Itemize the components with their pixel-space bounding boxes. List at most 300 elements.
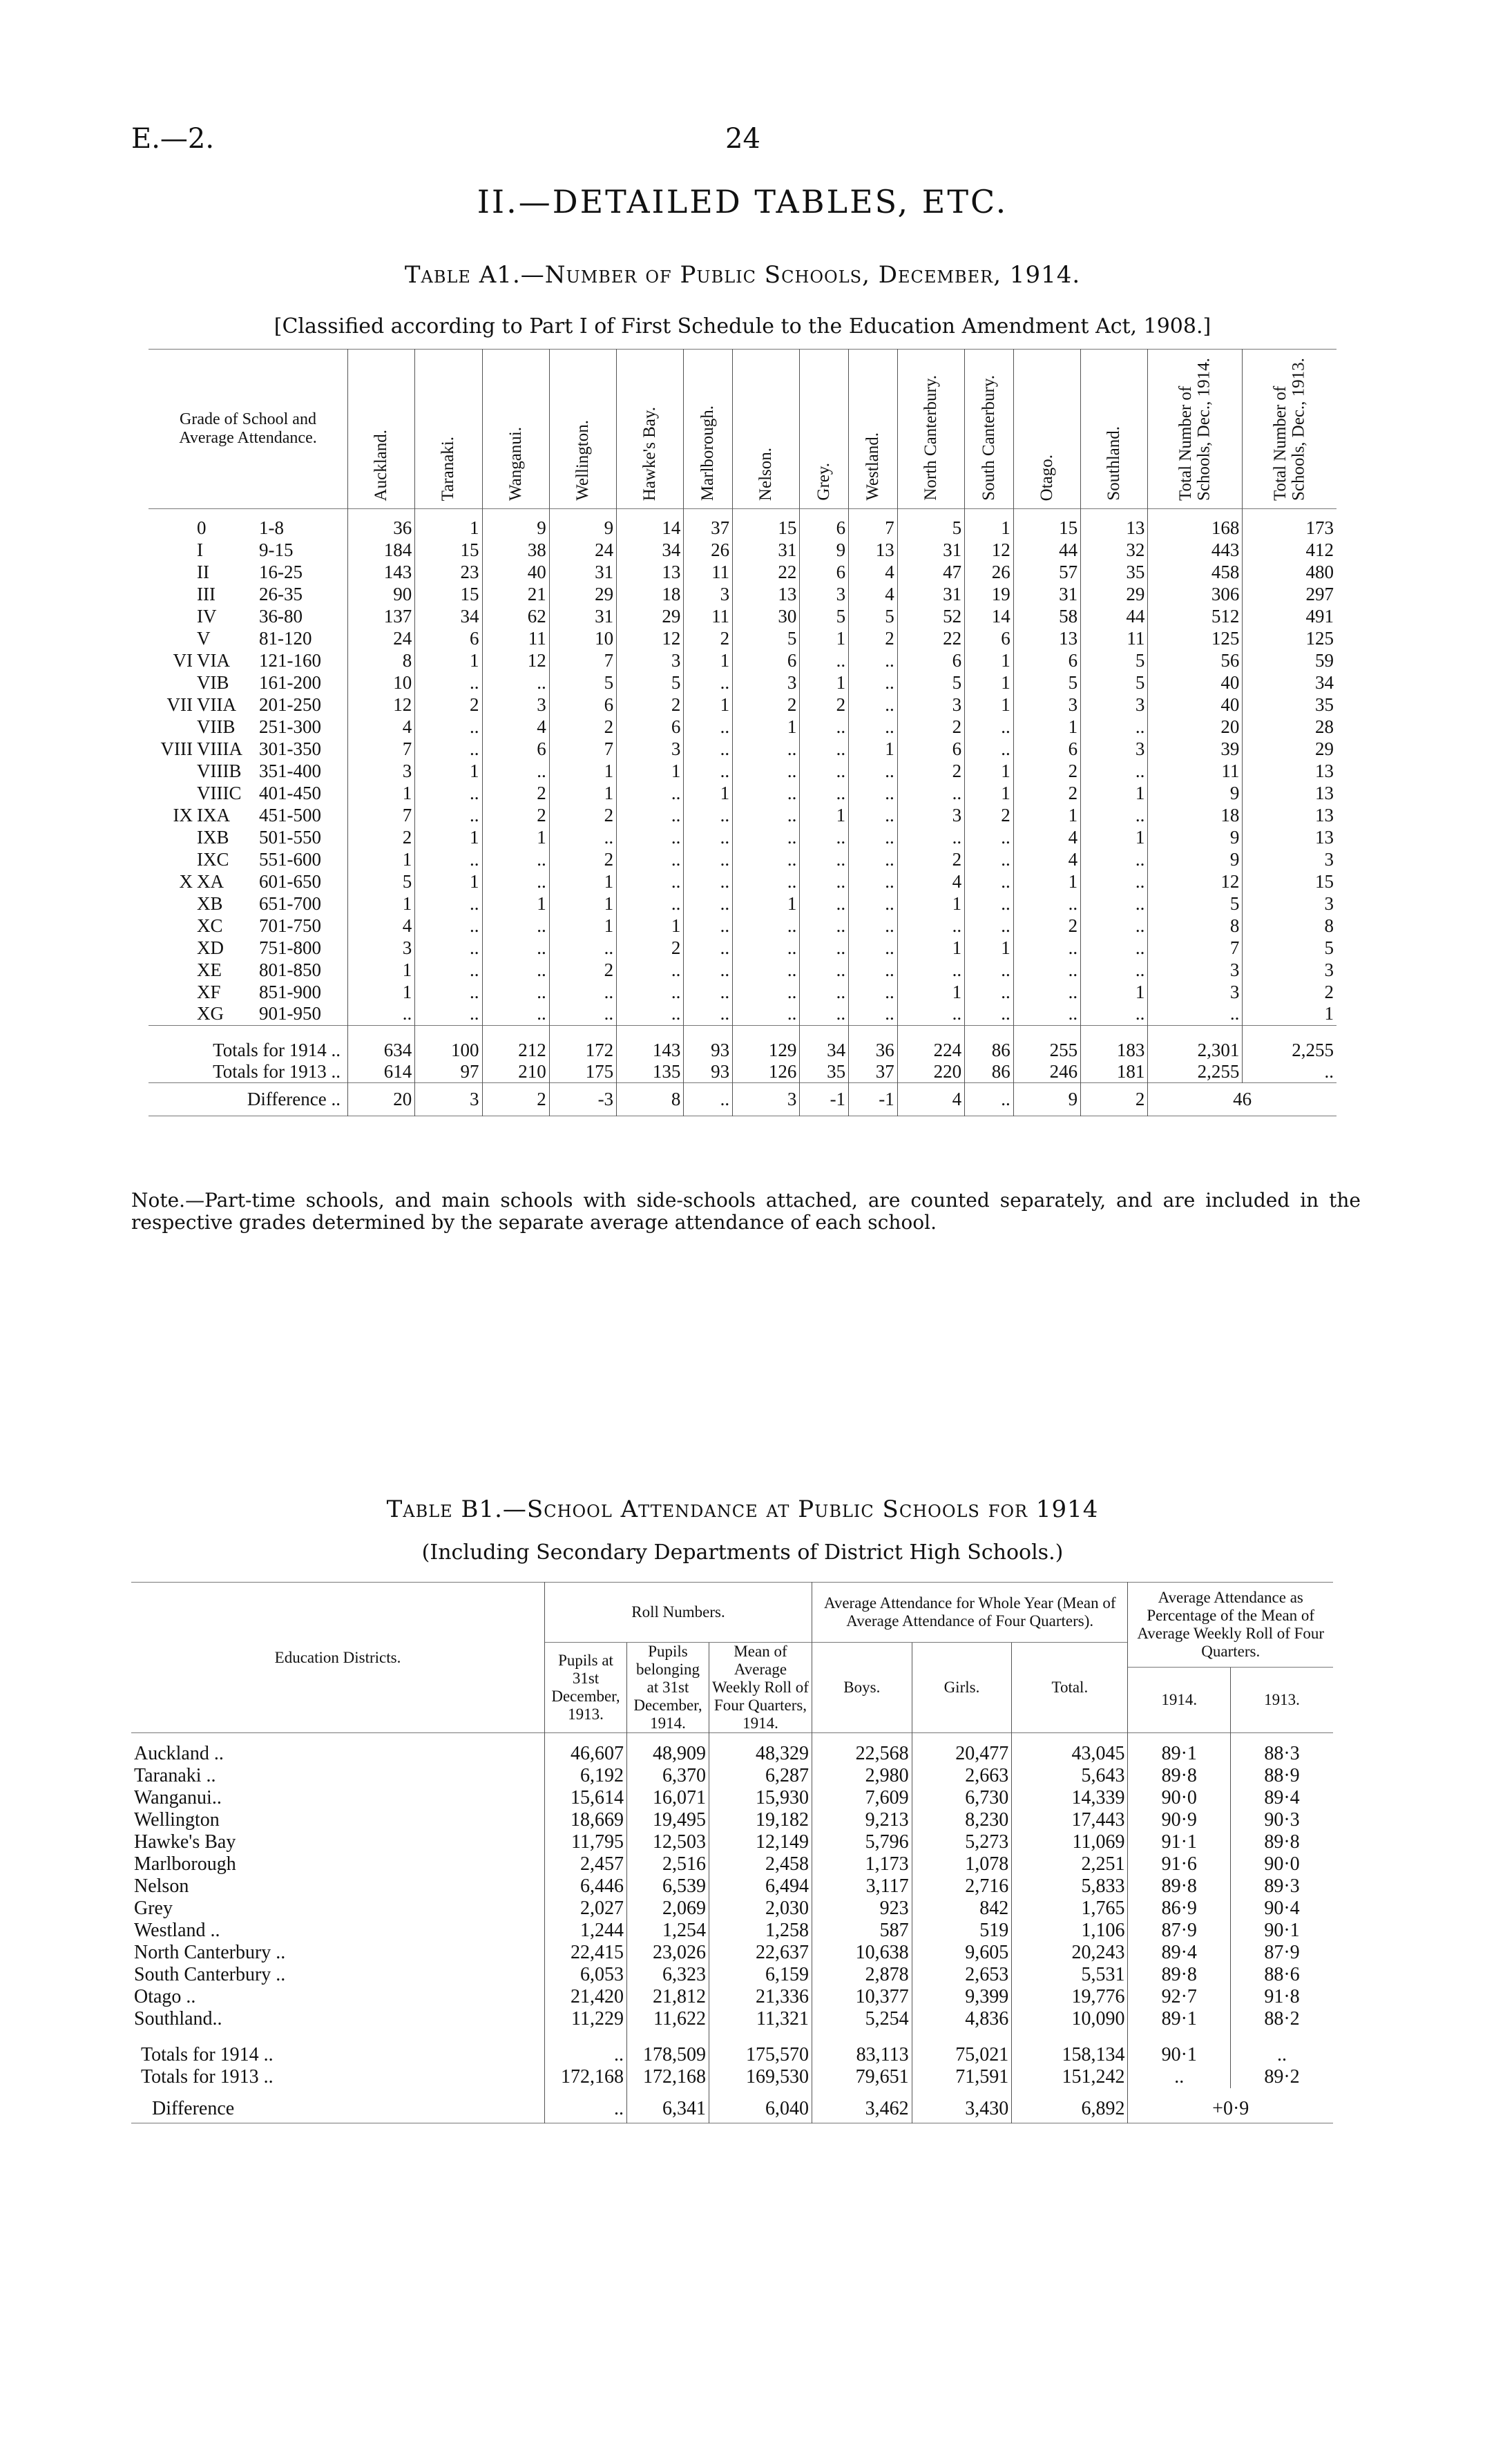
table-cell: 183 xyxy=(1081,1025,1148,1061)
table-cell: 89·2 xyxy=(1231,2066,1333,2088)
table-cell: 6,341 xyxy=(627,2088,709,2123)
table-cell: 6,494 xyxy=(709,1875,812,1898)
table-cell: 6,370 xyxy=(627,1765,709,1787)
table-cell: 1 xyxy=(549,760,616,782)
column-header-label: Total Number of Schools, Dec., 1913. xyxy=(1270,358,1308,501)
table-cell: 32 xyxy=(1081,539,1148,561)
table-cell: 172,168 xyxy=(545,2066,627,2088)
table-cell: 842 xyxy=(912,1898,1012,1920)
table-a-note: Note.—Part-time schools, and main schools with side-schools attached, are counted separately, and are included in the respective grades determined by the separate average attendance of each school. xyxy=(131,1189,1361,1234)
table-cell: 59 xyxy=(1243,649,1336,671)
table-cell: 3 xyxy=(733,1083,800,1116)
table-row xyxy=(148,627,1336,649)
table-cell: 246 xyxy=(1013,1061,1080,1083)
total-header: Total. xyxy=(1012,1643,1128,1733)
attendance-range: 16-25 xyxy=(259,561,303,582)
grade-code: XD xyxy=(197,937,224,958)
table-cell: .. xyxy=(415,804,482,826)
table-cell: 13 xyxy=(1243,804,1336,826)
column-header-label: Wellington. xyxy=(573,420,592,501)
table-cell: .. xyxy=(849,826,898,848)
table-cell: 44 xyxy=(1013,539,1080,561)
table-row xyxy=(148,870,1336,892)
table-cell: .. xyxy=(684,716,733,738)
table-cell: 44 xyxy=(1081,605,1148,627)
district-name: South Canterbury .. xyxy=(134,1964,286,1985)
table-cell: 6,892 xyxy=(1012,2088,1128,2123)
table-cell: .. xyxy=(482,981,549,1003)
table-cell: 143 xyxy=(348,561,415,583)
column-header-label: Taranaki. xyxy=(439,436,458,501)
table-cell: .. xyxy=(849,760,898,782)
table-cell: 12 xyxy=(348,694,415,716)
table-cell: 1 xyxy=(415,649,482,671)
grade-code: VIA xyxy=(197,649,230,671)
table-cell: 2 xyxy=(1013,782,1080,804)
table-cell: .. xyxy=(733,760,800,782)
table-cell: 1 xyxy=(965,671,1014,694)
main-title: II.—DETAILED TABLES, ETC. xyxy=(477,183,1008,220)
table-cell: .. xyxy=(733,1003,800,1025)
table-cell: 3 xyxy=(1243,959,1336,981)
table-cell: 125 xyxy=(1148,627,1243,649)
column-header xyxy=(849,350,898,509)
table-cell: 20,477 xyxy=(912,1733,1012,1766)
table-cell: .. xyxy=(1081,937,1148,959)
table-cell: 14,339 xyxy=(1012,1787,1128,1809)
table-cell: .. xyxy=(849,937,898,959)
table-row xyxy=(131,1853,1333,1875)
grade-code: V xyxy=(197,627,211,649)
column-header-label: Auckland. xyxy=(372,429,390,501)
table-cell: 31 xyxy=(897,583,964,605)
table-cell: .. xyxy=(617,826,684,848)
table-cell: 297 xyxy=(1243,583,1336,605)
table-cell: 2,027 xyxy=(545,1898,627,1920)
table-cell: 5 xyxy=(897,509,964,539)
table-cell: 15 xyxy=(415,583,482,605)
table-cell: 18 xyxy=(617,583,684,605)
table-cell: 9,399 xyxy=(912,1986,1012,2008)
year-1913-header: 1913. xyxy=(1231,1668,1333,1733)
table-cell: 126 xyxy=(733,1061,800,1083)
column-header xyxy=(415,350,482,509)
table-cell: 1 xyxy=(617,915,684,937)
table-cell: 90·1 xyxy=(1128,2030,1231,2066)
table-cell: 34 xyxy=(800,1025,849,1061)
column-header xyxy=(617,350,684,509)
difference-label: Difference .. xyxy=(247,1089,341,1109)
table-row xyxy=(131,1986,1333,2008)
table-cell: 87·9 xyxy=(1128,1920,1231,1942)
table-cell: 125 xyxy=(1243,627,1336,649)
attendance-range: 651-700 xyxy=(259,892,321,914)
table-cell: .. xyxy=(617,848,684,870)
table-cell: 1 xyxy=(549,870,616,892)
grade-group: VI xyxy=(173,649,193,671)
table-row xyxy=(148,539,1336,561)
attendance-range: 751-800 xyxy=(259,937,321,958)
table-cell: .. xyxy=(684,915,733,937)
table-cell: 8 xyxy=(1243,915,1336,937)
totals-row xyxy=(131,2030,1333,2066)
table-cell: .. xyxy=(1081,959,1148,981)
table-cell: 15 xyxy=(1243,870,1336,892)
table-cell: 634 xyxy=(348,1025,415,1061)
district-name: Wellington xyxy=(134,1809,220,1831)
table-cell: -1 xyxy=(800,1083,849,1116)
table-cell: 224 xyxy=(897,1025,964,1061)
grade-code: II xyxy=(197,561,209,582)
table-cell: 1 xyxy=(849,738,898,760)
table-cell: 2,663 xyxy=(912,1765,1012,1787)
table-cell: .. xyxy=(1081,760,1148,782)
table-cell: 7 xyxy=(348,804,415,826)
table-cell: 5 xyxy=(1081,649,1148,671)
table-cell: 1,244 xyxy=(545,1920,627,1942)
grade-code: XB xyxy=(197,892,223,914)
table-cell: 1 xyxy=(1081,981,1148,1003)
table-cell: .. xyxy=(684,981,733,1003)
table-cell: 31 xyxy=(733,539,800,561)
table-cell: 22 xyxy=(897,627,964,649)
table-cell: .. xyxy=(800,870,849,892)
table-cell: 21,420 xyxy=(545,1986,627,2008)
table-cell: 24 xyxy=(348,627,415,649)
table-cell: .. xyxy=(1081,1003,1148,1025)
column-header xyxy=(1013,350,1080,509)
table-cell: 93 xyxy=(684,1061,733,1083)
table-cell: 20 xyxy=(1148,716,1243,738)
table-cell: 2 xyxy=(800,694,849,716)
table-cell: 3 xyxy=(348,760,415,782)
table-cell: 2 xyxy=(617,937,684,959)
table-cell: 10,090 xyxy=(1012,2008,1128,2030)
table-cell: 9 xyxy=(482,509,549,539)
table-cell: 6 xyxy=(897,649,964,671)
table-cell: 19 xyxy=(965,583,1014,605)
table-cell: .. xyxy=(800,1003,849,1025)
table-cell: .. xyxy=(897,782,964,804)
table-cell: 1 xyxy=(617,760,684,782)
table-cell: 7 xyxy=(549,738,616,760)
table-cell: 5 xyxy=(897,671,964,694)
table-cell: 20 xyxy=(348,1083,415,1116)
table-cell: 75,021 xyxy=(912,2030,1012,2066)
table-cell: .. xyxy=(965,716,1014,738)
table-cell: 2,301 xyxy=(1148,1025,1243,1061)
table-cell: 14 xyxy=(965,605,1014,627)
table-cell: 3 xyxy=(348,937,415,959)
districts-header: Education Districts. xyxy=(274,1648,401,1666)
table-row xyxy=(131,1898,1333,1920)
table-cell: 88·2 xyxy=(1231,2008,1333,2030)
table-cell: .. xyxy=(617,782,684,804)
table-row xyxy=(148,782,1336,804)
table-cell: 181 xyxy=(1081,1061,1148,1083)
table-row xyxy=(148,915,1336,937)
table-cell: 255 xyxy=(1013,1025,1080,1061)
table-cell: 1,078 xyxy=(912,1853,1012,1875)
table-row xyxy=(131,1809,1333,1831)
grade-code: XA xyxy=(197,870,224,892)
table-cell: .. xyxy=(733,826,800,848)
table-cell: 22,415 xyxy=(545,1942,627,1964)
table-cell: .. xyxy=(482,848,549,870)
table-cell: .. xyxy=(1128,2066,1231,2088)
grade-cell xyxy=(148,915,348,937)
table-cell: 2 xyxy=(849,627,898,649)
table-cell: 13 xyxy=(849,539,898,561)
table-cell: .. xyxy=(1081,892,1148,915)
table-cell: 10,638 xyxy=(812,1942,912,1964)
table-cell: 4 xyxy=(1013,848,1080,870)
table-cell: .. xyxy=(849,870,898,892)
table-cell: 1 xyxy=(1013,870,1080,892)
table-cell: 5 xyxy=(1148,892,1243,915)
table-cell: 412 xyxy=(1243,539,1336,561)
table-cell: 62 xyxy=(482,605,549,627)
table-cell: .. xyxy=(1013,981,1080,1003)
table-cell: .. xyxy=(684,870,733,892)
table-cell: 2,458 xyxy=(709,1853,812,1875)
table-cell: 137 xyxy=(348,605,415,627)
table-cell: 6 xyxy=(1013,738,1080,760)
table-cell: 2,457 xyxy=(545,1853,627,1875)
table-cell: 23,026 xyxy=(627,1942,709,1964)
table-cell: 13 xyxy=(1243,760,1336,782)
attendance-range: 851-900 xyxy=(259,981,321,1002)
grade-cell xyxy=(148,804,348,826)
table-cell: .. xyxy=(617,959,684,981)
column-header xyxy=(684,350,733,509)
table-cell: 1 xyxy=(1013,804,1080,826)
table-cell: .. xyxy=(415,738,482,760)
table-row xyxy=(131,2008,1333,2030)
table-cell: 2 xyxy=(549,959,616,981)
table-cell: 1 xyxy=(965,509,1014,539)
table-row xyxy=(131,1964,1333,1986)
table-row xyxy=(148,826,1336,848)
table-cell: 3 xyxy=(897,694,964,716)
table-cell: 9,605 xyxy=(912,1942,1012,1964)
table-cell: 4 xyxy=(348,716,415,738)
table-cell: 2 xyxy=(348,826,415,848)
table-cell: 2 xyxy=(684,627,733,649)
table-cell: 2 xyxy=(1243,981,1336,1003)
difference-label: Difference xyxy=(152,2097,235,2119)
column-header-label: Hawke's Bay. xyxy=(640,406,660,501)
table-cell: .. xyxy=(415,671,482,694)
column-header xyxy=(1148,350,1243,509)
table-cell: 1 xyxy=(684,782,733,804)
table-cell: 1 xyxy=(1243,1003,1336,1025)
column-header xyxy=(348,350,415,509)
column-header xyxy=(1243,350,1336,509)
table-cell: 5 xyxy=(733,627,800,649)
grade-cell xyxy=(148,981,348,1003)
table-a xyxy=(148,349,1336,1116)
table-cell: 4 xyxy=(897,1083,964,1116)
table-cell: .. xyxy=(849,649,898,671)
table-cell: 1 xyxy=(965,937,1014,959)
table-cell: 11,229 xyxy=(545,2008,627,2030)
column-header xyxy=(897,350,964,509)
table-cell: .. xyxy=(415,959,482,981)
table-cell: 1 xyxy=(348,981,415,1003)
column-header xyxy=(1081,350,1148,509)
grade-cell xyxy=(148,826,348,848)
table-cell: 3 xyxy=(617,649,684,671)
table-cell: 3 xyxy=(1081,738,1148,760)
table-cell: 491 xyxy=(1243,605,1336,627)
table-cell: 1 xyxy=(684,649,733,671)
table-cell: .. xyxy=(897,959,964,981)
table-cell: 89·4 xyxy=(1128,1942,1231,1964)
table-cell: 6 xyxy=(800,509,849,539)
table-cell: 6 xyxy=(549,694,616,716)
table-cell: 1 xyxy=(1013,716,1080,738)
table-cell: .. xyxy=(849,915,898,937)
grade-cell xyxy=(148,649,348,671)
table-cell: 34 xyxy=(415,605,482,627)
table-cell: 2 xyxy=(549,848,616,870)
column-header-label: Total Number of Schools, Dec., 1914. xyxy=(1176,358,1214,501)
table-cell: .. xyxy=(965,738,1014,760)
column-header xyxy=(965,350,1014,509)
table-cell: .. xyxy=(897,915,964,937)
table-cell: 90·4 xyxy=(1231,1898,1333,1920)
table-cell: .. xyxy=(617,892,684,915)
table-cell: 2 xyxy=(415,694,482,716)
table-cell: 12,503 xyxy=(627,1831,709,1853)
grade-header: Grade of School and Average Attendance. xyxy=(179,410,317,447)
table-cell: .. xyxy=(733,959,800,981)
table-cell: .. xyxy=(733,738,800,760)
table-row xyxy=(131,1765,1333,1787)
table-cell: 35 xyxy=(1081,561,1148,583)
table-cell: 23 xyxy=(415,561,482,583)
table-cell: 37 xyxy=(849,1061,898,1083)
table-cell: .. xyxy=(965,870,1014,892)
table-cell: .. xyxy=(482,1003,549,1025)
table-cell: 1 xyxy=(965,760,1014,782)
grade-code: IXC xyxy=(197,848,229,870)
attendance-range: 26-35 xyxy=(259,583,303,604)
column-header-label: Westland. xyxy=(863,432,882,501)
totals-row xyxy=(131,2066,1333,2088)
table-cell: 5,643 xyxy=(1012,1765,1128,1787)
table-cell: .. xyxy=(800,937,849,959)
attendance-range: 36-80 xyxy=(259,605,303,627)
table-cell: 6 xyxy=(482,738,549,760)
table-a-subcaption: [Classified according to Part I of First Schedule to the Education Amendment Act, 1908.] xyxy=(274,314,1211,338)
grade-code: XG xyxy=(197,1003,224,1024)
attendance-range: 201-250 xyxy=(259,694,321,715)
table-cell: 2 xyxy=(617,694,684,716)
table-cell: 46,607 xyxy=(545,1733,627,1766)
percentage-header: Average Attendance as Percentage of the Mean of Average Weekly Roll of Four Quarters. xyxy=(1128,1583,1333,1668)
table-cell: 5 xyxy=(1081,671,1148,694)
table-cell: .. xyxy=(800,649,849,671)
table-cell: .. xyxy=(1148,1003,1243,1025)
table-cell: 13 xyxy=(1013,627,1080,649)
table-cell: 2,716 xyxy=(912,1875,1012,1898)
grade-cell xyxy=(148,937,348,959)
table-cell: 86 xyxy=(965,1025,1014,1061)
table-cell: .. xyxy=(897,1003,964,1025)
table-cell: 4 xyxy=(1013,826,1080,848)
district-name: Nelson xyxy=(134,1875,189,1897)
table-cell: 178,509 xyxy=(627,2030,709,2066)
table-cell: 3 xyxy=(1013,694,1080,716)
table-cell: .. xyxy=(965,959,1014,981)
table-cell: .. xyxy=(1081,848,1148,870)
table-cell: .. xyxy=(684,937,733,959)
table-cell: 4 xyxy=(849,583,898,605)
table-cell: 91·6 xyxy=(1128,1853,1231,1875)
table-cell: .. xyxy=(1243,1061,1336,1083)
table-cell: 1 xyxy=(897,981,964,1003)
table-cell: 89·4 xyxy=(1231,1787,1333,1809)
table-cell: 3 xyxy=(800,583,849,605)
district-name: Auckland .. xyxy=(134,1743,224,1764)
table-cell: 6 xyxy=(733,649,800,671)
grade-cell xyxy=(148,892,348,915)
table-cell: 6 xyxy=(965,627,1014,649)
table-cell: 10 xyxy=(348,671,415,694)
mean-roll-header: Mean of Average Weekly Roll of Four Quarters, 1914. xyxy=(709,1643,812,1733)
table-cell: 29 xyxy=(549,583,616,605)
table-cell: 47 xyxy=(897,561,964,583)
table-cell: .. xyxy=(482,671,549,694)
attendance-range: 301-350 xyxy=(259,738,321,759)
column-header-label: Nelson. xyxy=(756,447,776,501)
table-cell: 13 xyxy=(733,583,800,605)
table-row xyxy=(131,1920,1333,1942)
table-cell: .. xyxy=(617,870,684,892)
grade-group: IX xyxy=(173,804,193,825)
table-cell: 6 xyxy=(617,716,684,738)
table-cell: 175 xyxy=(549,1061,616,1083)
table-cell: 3 xyxy=(415,1083,482,1116)
table-cell: 5,796 xyxy=(812,1831,912,1853)
difference-row xyxy=(131,2088,1333,2123)
table-cell: 3 xyxy=(1081,694,1148,716)
attendance-range: 901-950 xyxy=(259,1003,321,1024)
table-cell: .. xyxy=(684,671,733,694)
table-cell: 2 xyxy=(897,716,964,738)
table-cell: 1 xyxy=(415,870,482,892)
girls-header: Girls. xyxy=(912,1643,1012,1733)
table-cell: .. xyxy=(800,981,849,1003)
table-cell: 91·1 xyxy=(1128,1831,1231,1853)
table-cell: .. xyxy=(849,848,898,870)
table-cell: 2,878 xyxy=(812,1964,912,1986)
table-cell: -1 xyxy=(849,1083,898,1116)
table-cell: 24 xyxy=(549,539,616,561)
table-cell: 184 xyxy=(348,539,415,561)
grade-code: IV xyxy=(197,605,217,627)
table-cell: .. xyxy=(617,1003,684,1025)
table-cell: 6,287 xyxy=(709,1765,812,1787)
table-cell: 20,243 xyxy=(1012,1942,1128,1964)
grade-code: I xyxy=(197,539,203,560)
table-cell: 13 xyxy=(1243,782,1336,804)
attendance-range: 161-200 xyxy=(259,671,321,693)
table-cell: 5,833 xyxy=(1012,1875,1128,1898)
table-cell: 11,622 xyxy=(627,2008,709,2030)
